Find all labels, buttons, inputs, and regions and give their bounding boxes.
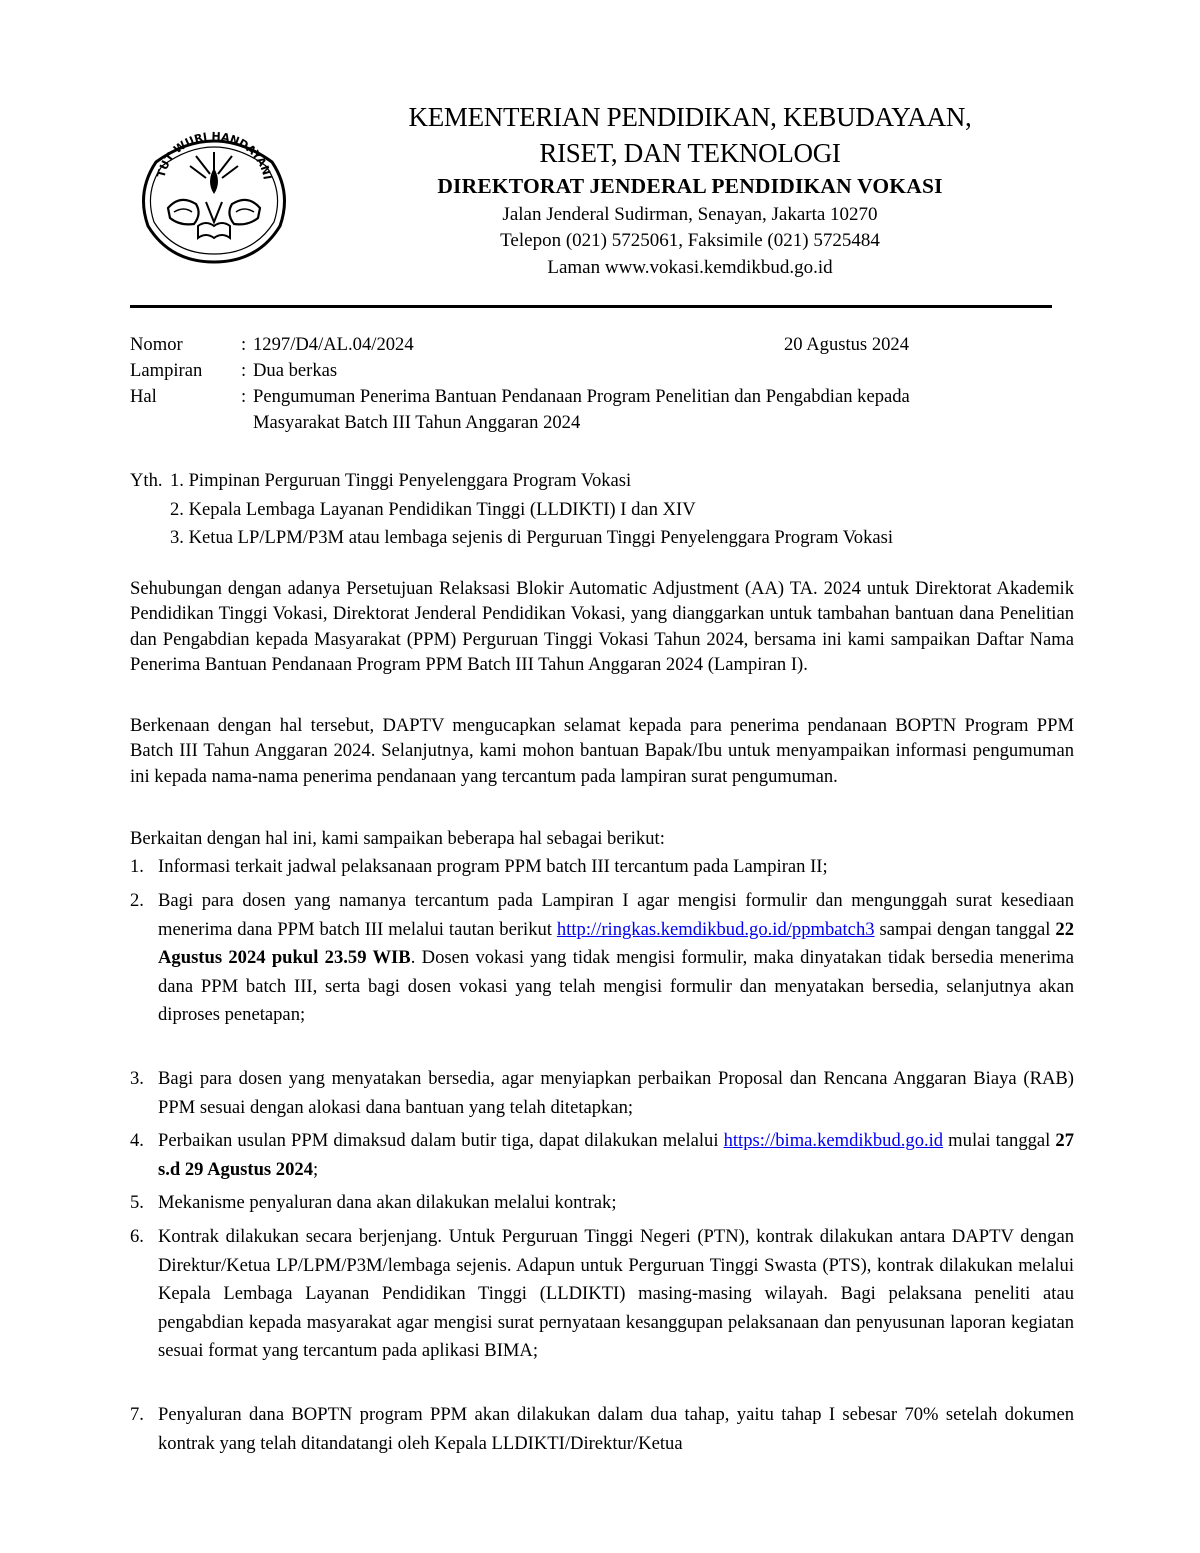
logo-motto: TUT WURI HANDAYANI	[154, 129, 274, 181]
list-item	[130, 1189, 1074, 1218]
list-item	[130, 1223, 1074, 1366]
body-paragraph-2: Berkenaan dengan hal tersebut, DAPTV mengucapkan selamat kepada para penerima pendanaan BOPTN Program PPM Batch III Tahun Anggaran 2024. Selanjutnya, kami mohon bantuan Bapak/Ibu untuk menyampaikan informasi pengumuman ini kepada nama-nama penerima pendanaan yang tercantum pada lampiran surat pengumuman.	[130, 715, 1074, 787]
tut-wuri-handayani-logo	[134, 122, 294, 264]
letter-date: 20 Agustus 2024	[784, 334, 910, 355]
list-text: Perbaikan usulan PPM dimaksud dalam butir tiga, dapat dilakukan melalui https://bima.kemdikbud.go.id mulai tanggal 27 s.d 29 Agustus 2024;	[158, 1130, 1074, 1180]
list-number: 4.	[130, 1130, 144, 1151]
list-item	[130, 1401, 1074, 1458]
hal-label: Hal	[130, 386, 157, 407]
list-item	[130, 1065, 1074, 1122]
list-number: 1.	[130, 856, 144, 877]
lampiran-colon: :	[241, 360, 247, 381]
phone-fax: Telepon (021) 5725061, Faksimile (021) 5725484	[500, 230, 880, 251]
list-intro: Berkaitan dengan hal ini, kami sampaikan beberapa hal sebagai berikut:	[130, 828, 665, 849]
lampiran-value: Dua berkas	[253, 360, 338, 381]
list-text: Mekanisme penyaluran dana akan dilakukan melalui kontrak;	[158, 1192, 617, 1213]
deadline-bold: 22 Agustus 2024 pukul 23.59 WIB	[158, 918, 1075, 969]
nomor-colon: :	[241, 334, 247, 355]
hal-colon: :	[241, 386, 247, 407]
list-number: 5.	[130, 1192, 144, 1213]
list-number: 7.	[130, 1404, 144, 1425]
list-text: Penyaluran dana BOPTN program PPM akan dilakukan dalam dua tahap, yaitu tahap I sebesar 70% setelah dokumen kontrak yang telah ditandatangi oleh Kepala LLDIKTI/Direktur/Ketua	[158, 1404, 1074, 1454]
lampiran-label: Lampiran	[130, 360, 203, 381]
list-text: Bagi para dosen yang menyatakan bersedia, agar menyiapkan perbaikan Proposal dan Rencana Anggaran Biaya (RAB) PPM sesuai dengan alokasi dana bantuan yang telah ditetapkan;	[158, 1068, 1074, 1118]
ministry-name-line1: KEMENTERIAN PENDIDIKAN, KEBUDAYAAN,	[408, 102, 972, 132]
hal-value-line2: Masyarakat Batch III Tahun Anggaran 2024	[253, 412, 581, 433]
list-text: Informasi terkait jadwal pelaksanaan program PPM batch III tercantum pada Lampiran II;	[158, 856, 828, 877]
tut-wuri-handayani-emblem	[134, 122, 294, 264]
recipient-item: 1. Pimpinan Perguruan Tinggi Penyelenggara Program Vokasi	[170, 470, 632, 491]
address: Jalan Jenderal Sudirman, Senayan, Jakarta 10270	[502, 204, 878, 225]
form-link[interactable]: http://ringkas.kemdikbud.go.id/ppmbatch3	[556, 918, 875, 940]
nomor-value: 1297/D4/AL.04/2024	[253, 334, 414, 355]
list-number: 2.	[130, 890, 144, 911]
list-number: 3.	[130, 1068, 144, 1089]
list-number: 6.	[130, 1226, 144, 1247]
website: Laman www.vokasi.kemdikbud.go.id	[547, 257, 833, 278]
recipient-salutation: Yth.	[130, 470, 163, 491]
bima-link[interactable]: https://bima.kemdikbud.go.id	[723, 1130, 944, 1151]
letterhead-divider	[130, 305, 1052, 308]
list-item	[130, 887, 1074, 1030]
list-item	[130, 1127, 1074, 1184]
nomor-label: Nomor	[130, 334, 183, 355]
body-paragraph-1: Sehubungan dengan adanya Persetujuan Relaksasi Blokir Automatic Adjustment (AA) TA. 2024 untuk Direktorat Akademik Pendidikan Tinggi Vokasi, Direktorat Jenderal Pendidikan Vokasi, yang dianggarkan untuk tambahan bantuan dana Penelitian dan Pengabdian kepada Masyarakat (PPM) Perguruan Tinggi Vokasi Tahun 2024, bersama ini kami sampaikan Daftar Nama Penerima Bantuan Pendanaan Program PPM Batch III Tahun Anggaran 2024 (Lampiran I).	[130, 578, 1074, 675]
ministry-name-line2: RISET, DAN TEKNOLOGI	[539, 138, 841, 168]
revision-dates-bold: 27 s.d 29 Agustus 2024	[158, 1130, 1074, 1180]
hal-value-line1: Pengumuman Penerima Bantuan Pendanaan Program Penelitian dan Pengabdian kepada	[253, 386, 910, 407]
recipient-item: 2. Kepala Lembaga Layanan Pendidikan Tinggi (LLDIKTI) I dan XIV	[170, 499, 696, 520]
directorate-name: DIREKTORAT JENDERAL PENDIDIKAN VOKASI	[437, 174, 943, 198]
list-text: Bagi para dosen yang namanya tercantum pada Lampiran I agar mengisi formulir dan mengunggah surat kesediaan menerima dana PPM batch III melalui tautan berikut http://ringkas.kemdikbud.go.id/ppmbatch3 sampai dengan tanggal 22 Agustus 2024 pukul 23.59 WIB. Dosen vokasi yang tidak mengisi formulir, maka dinyatakan tidak bersedia menerima dana PPM batch III, serta bagi dosen vokasi yang telah mengisi formulir dan menyatakan bersedia, selanjutnya akan diproses penetapan;	[158, 890, 1075, 1026]
list-item	[130, 853, 1074, 882]
list-text: Kontrak dilakukan secara berjenjang. Untuk Perguruan Tinggi Negeri (PTN), kontrak dilakukan antara DAPTV dengan Direktur/Ketua LP/LPM/P3M/lembaga sejenis. Adapun untuk Perguruan Tinggi Swasta (PTS), kontrak dilakukan melalui Kepala Lembaga Layanan Pendidikan Tinggi (LLDIKTI) masing-masing wilayah. Bagi pelaksana peneliti atau pengabdian kepada masyarakat agar mengisi surat pernyataan kesanggupan pelaksanaan dan penyusunan laporan kegiatan sesuai format yang tercantum pada aplikasi BIMA;	[158, 1226, 1074, 1362]
recipient-item: 3. Ketua LP/LPM/P3M atau lembaga sejenis di Perguruan Tinggi Penyelenggara Program Vokasi	[170, 527, 894, 548]
